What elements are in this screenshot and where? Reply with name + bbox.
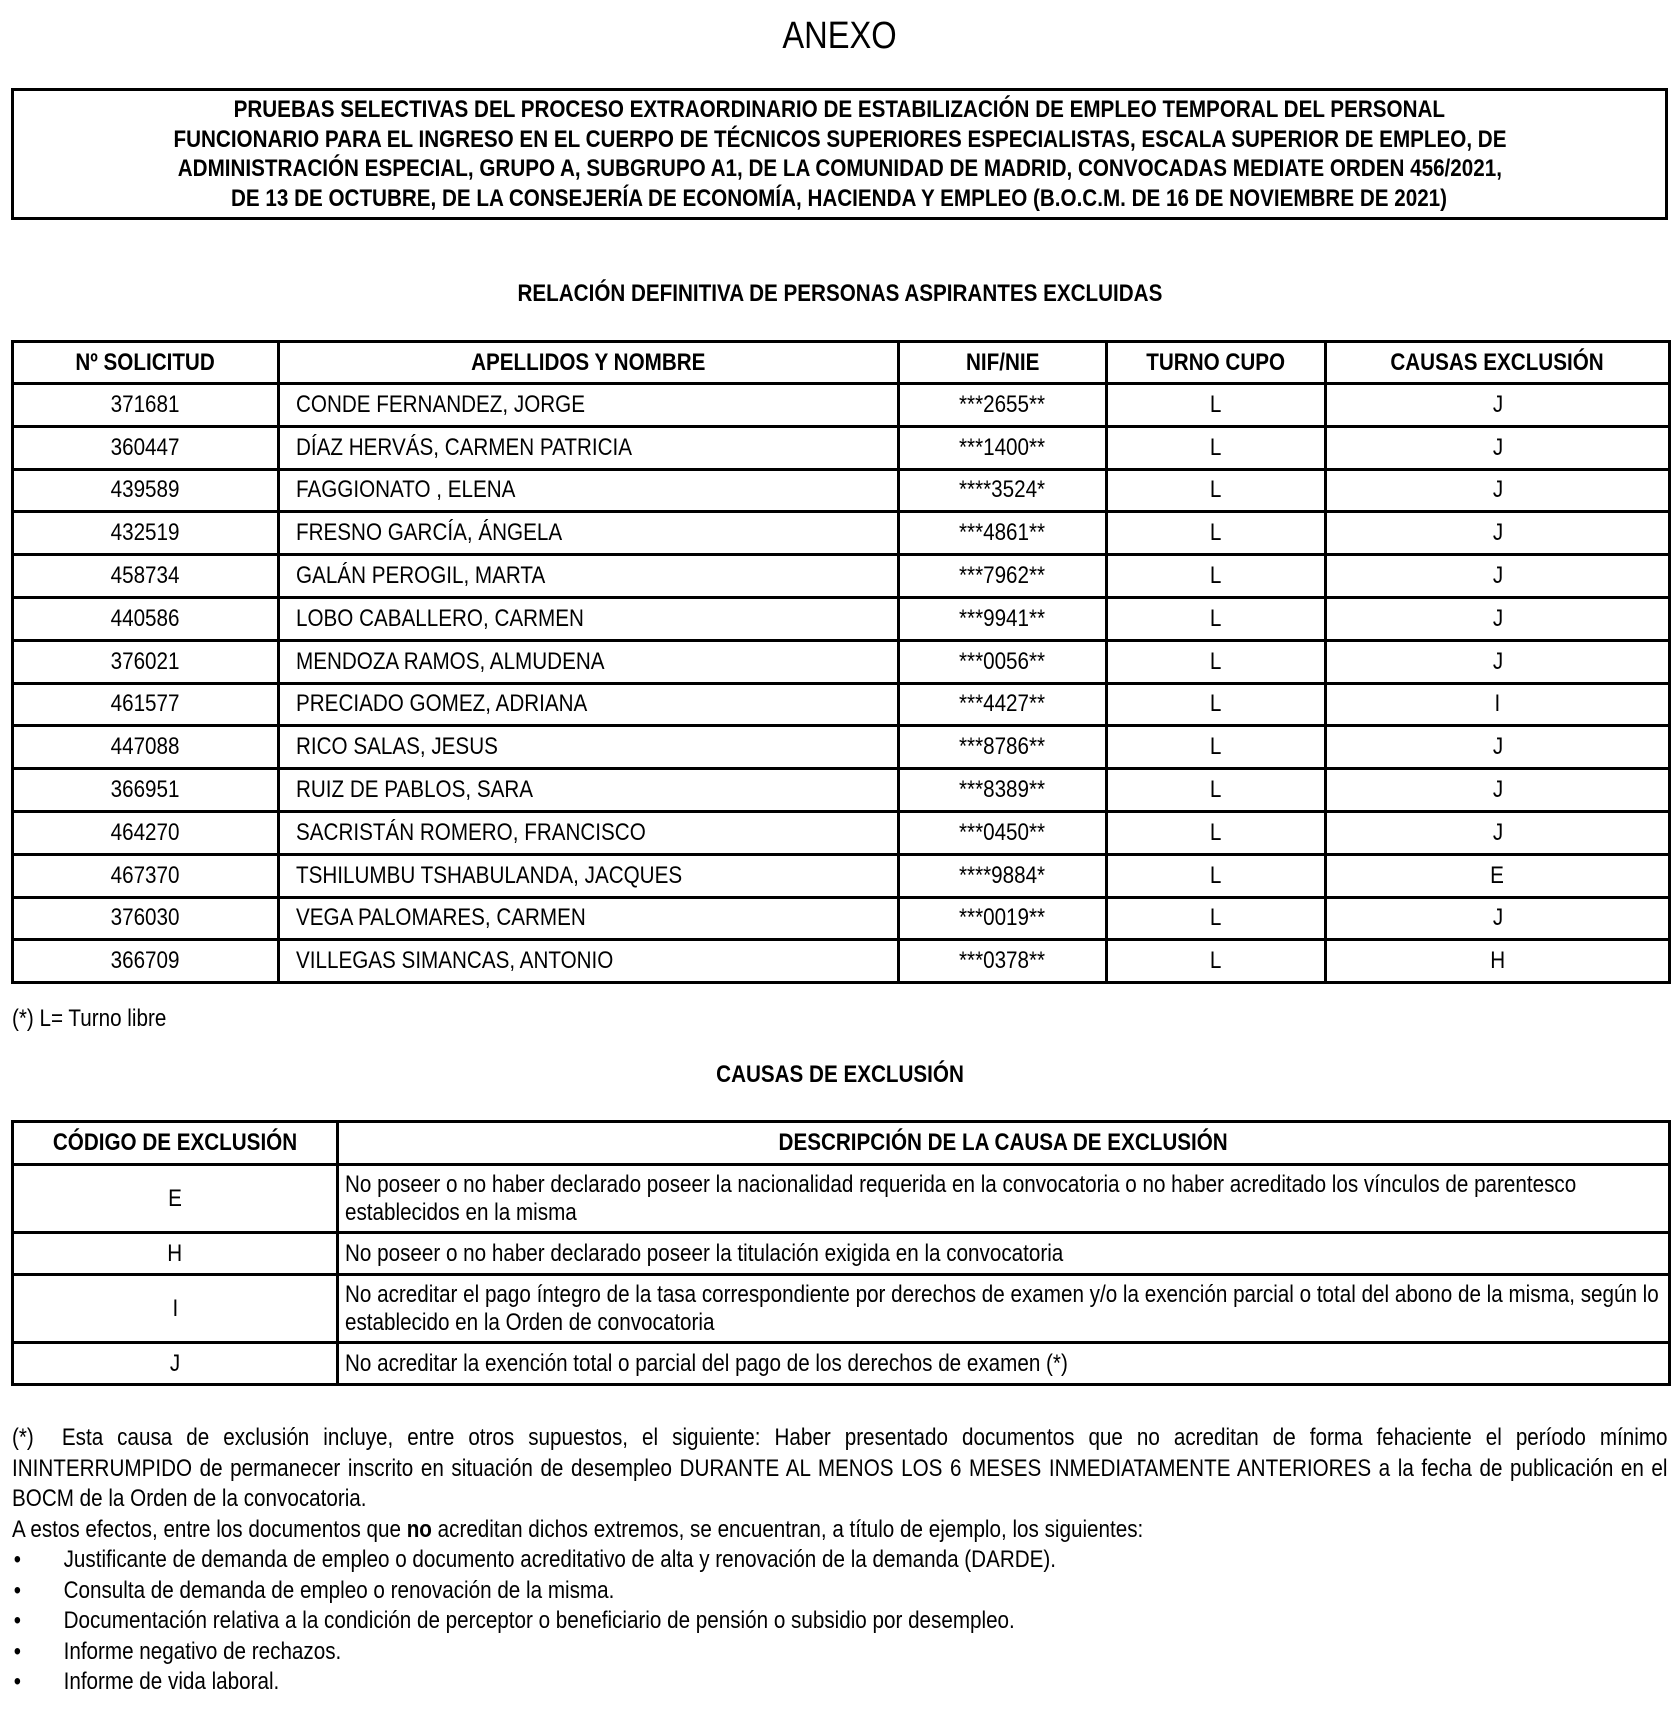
list-item: • Informe de vida laboral. — [12, 1667, 1668, 1698]
cause-code: I — [13, 1275, 338, 1343]
table-row: 432519 FRESNO GARCÍA, ÁNGELA ***4861** L J — [13, 512, 1670, 555]
excluded-applicants-table — [11, 340, 1671, 984]
bullet-icon: • — [13, 1607, 21, 1634]
table-row: 447088 RICO SALAS, JESUS ***8786** L J — [13, 726, 1670, 769]
footnote-mark: (*) — [12, 1424, 34, 1451]
cause-description: No poseer o no haber declarado poseer la titulación exigida en la convocatoria — [338, 1233, 1670, 1275]
bullet-icon: • — [13, 1637, 21, 1665]
col-header-causas: CAUSAS EXCLUSIÓN — [1326, 342, 1670, 384]
table-row: 376021 MENDOZA RAMOS, ALMUDENA ***0056** L J — [13, 640, 1670, 683]
footnote — [12, 1423, 1668, 1698]
bullet-icon: • — [13, 1668, 21, 1695]
table-row: 371681 CONDE FERNANDEZ, JORGE ***2655** L J — [13, 384, 1670, 427]
exclusion-causes-title: CAUSAS DE EXCLUSIÓN — [716, 1061, 964, 1088]
cause-code: H — [13, 1233, 338, 1275]
bullet-icon: • — [13, 1576, 21, 1604]
cause-description: No poseer o no haber declarado poseer la nacionalidad requerida en la convocatoria o no haber acreditado los vínculos de parentesco establecidos en la misma — [338, 1165, 1670, 1233]
list-item: • Consulta de demanda de empleo o renovación de la misma. — [12, 1576, 1668, 1607]
table-row: 467370 TSHILUMBU TSHABULANDA, JACQUES ****9884* L E — [13, 854, 1670, 897]
exclusion-causes-table — [11, 1120, 1671, 1386]
table-row: 366709 VILLEGAS SIMANCAS, ANTONIO ***0378** L H — [13, 940, 1670, 983]
table-row — [13, 1343, 1670, 1385]
list-item: • Justificante de demanda de empleo o documento acreditativo de alta y renovación de la demanda (DARDE). — [12, 1545, 1668, 1576]
table-row — [13, 1165, 1670, 1233]
header-line: ADMINISTRACIÓN ESPECIAL, GRUPO A, SUBGRUPO A1, DE LA COMUNIDAD DE MADRID, CONVOCADAS MEDIATE ORDEN 456/2021, — [177, 155, 1502, 182]
table-row: 376030 VEGA PALOMARES, CARMEN ***0019** L J — [13, 897, 1670, 940]
table-row — [13, 1275, 1670, 1343]
cause-description: No acreditar el pago íntegro de la tasa correspondiente por derechos de examen y/o la exención parcial o total del abono de la misma, según lo establecido en la Orden de convocatoria — [338, 1275, 1670, 1343]
footnote-paragraph: (*) Esta causa de exclusión incluye, entre otros supuestos, el siguiente: Haber presentado documentos que no acreditan de forma fehaciente el período mínimo ININTERRUMPIDO de permanecer inscrito en situación de desempleo DURANTE AL MENOS LOS 6 MESES INMEDIATAMENTE ANTERIORES a la fecha de publicación en el BOCM de la Orden de la convocatoria. — [12, 1424, 1668, 1512]
table-row: 440586 LOBO CABALLERO, CARMEN ***9941** L J — [13, 597, 1670, 640]
cause-description: No acreditar la exención total o parcial del pago de los derechos de examen (*) — [338, 1343, 1670, 1385]
bullet-icon: • — [13, 1546, 21, 1573]
table-row: 360447 DÍAZ HERVÁS, CARMEN PATRICIA ***1400** L J — [13, 426, 1670, 469]
col-header-nif: NIF/NIE — [899, 342, 1107, 384]
table-header-row — [13, 1122, 1670, 1165]
list-item: • Informe negativo de rechazos. — [12, 1637, 1668, 1668]
annex-title: ANEXO — [782, 15, 898, 57]
header-line: DE 13 DE OCTUBRE, DE LA CONSEJERÍA DE ECONOMÍA, HACIENDA Y EMPLEO (B.O.C.M. DE 16 DE NOVIEMBRE DE 2021) — [231, 184, 1448, 212]
col-header-descripcion: DESCRIPCIÓN DE LA CAUSA DE EXCLUSIÓN — [338, 1122, 1670, 1165]
table-row: 439589 FAGGIONATO , ELENA ****3524* L J — [13, 469, 1670, 512]
table-header-row — [13, 342, 1670, 384]
list-item: • Documentación relativa a la condición de perceptor o beneficiario de pensión o subsidio por desempleo. — [12, 1606, 1668, 1637]
footnote-intro: A estos efectos, entre los documentos que no acreditan dichos extremos, se encuentran, a título de ejemplo, los siguientes: — [12, 1515, 1144, 1543]
excluded-list-title: RELACIÓN DEFINITIVA DE PERSONAS ASPIRANTES EXCLUIDAS — [517, 280, 1163, 307]
header-line: FUNCIONARIO PARA EL INGRESO EN EL CUERPO DE TÉCNICOS SUPERIORES ESPECIALISTAS, ESCALA SUPERIOR DE EMPLEO, DE — [172, 125, 1506, 153]
cause-code: E — [13, 1165, 338, 1233]
header-line: PRUEBAS SELECTIVAS DEL PROCESO EXTRAORDINARIO DE ESTABILIZACIÓN DE EMPLEO TEMPORAL DEL PERSONAL — [233, 96, 1446, 123]
table-row: 461577 PRECIADO GOMEZ, ADRIANA ***4427** L I — [13, 683, 1670, 726]
footnote-document-list — [12, 1545, 1668, 1698]
col-header-solicitud: Nº SOLICITUD — [13, 342, 279, 384]
turno-legend-note: (*) L= Turno libre — [12, 1005, 167, 1032]
col-header-turno: TURNO CUPO — [1107, 342, 1326, 384]
table-row — [13, 1233, 1670, 1275]
col-header-codigo: CÓDIGO DE EXCLUSIÓN — [13, 1122, 338, 1165]
col-header-nombre: APELLIDOS Y NOMBRE — [279, 342, 899, 384]
table-row: 464270 SACRISTÁN ROMERO, FRANCISCO ***0450** L J — [13, 811, 1670, 854]
table-row: 366951 RUIZ DE PABLOS, SARA ***8389** L J — [13, 769, 1670, 812]
header-box — [11, 88, 1668, 220]
cause-code: J — [13, 1343, 338, 1385]
table-row: 458734 GALÁN PEROGIL, MARTA ***7962** L J — [13, 555, 1670, 598]
